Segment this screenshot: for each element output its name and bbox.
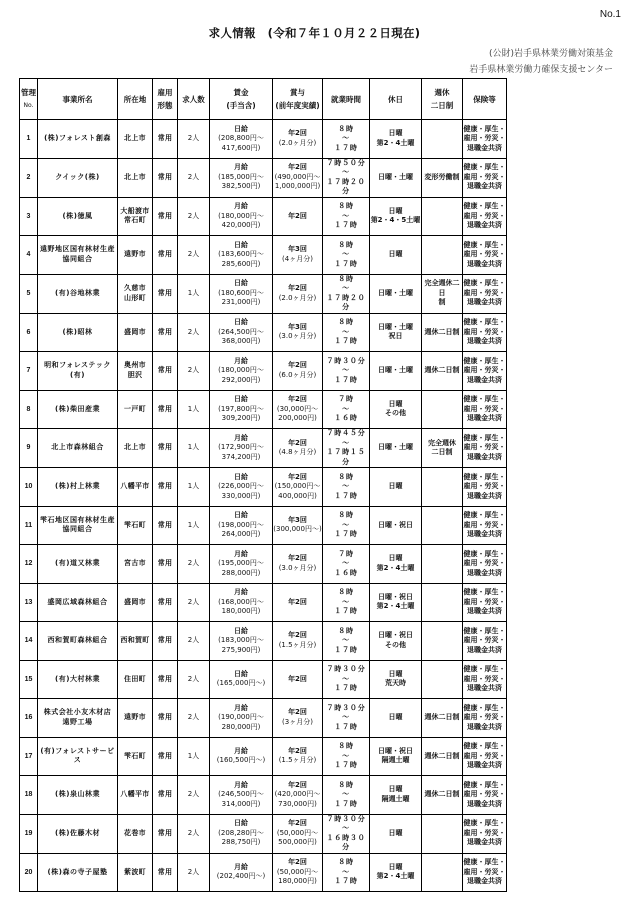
cell-wage: 月給 (190,000円～ 280,000円) xyxy=(210,699,273,738)
cell-bonus: 年2回 xyxy=(273,660,323,699)
cell-location: 一戸町 xyxy=(118,390,153,429)
cell-wage: 日給 (197,800円～ 309,200円) xyxy=(210,390,273,429)
cell-wage: 月給 (172,900円～ 374,200円) xyxy=(210,429,273,468)
cell-bonus: 年2回 (1.5ヶ月分) xyxy=(273,622,323,661)
cell-holidays: 日曜 xyxy=(370,468,422,507)
cell-bonus: 年3回 (4ヶ月分) xyxy=(273,236,323,275)
job-listings-table xyxy=(19,78,507,892)
col-header-holidays: 休日 xyxy=(370,79,422,120)
cell-hours: ７時３０分 ～ １７時 xyxy=(323,660,370,699)
cell-holidays: 日曜 xyxy=(370,814,422,853)
table-row xyxy=(20,699,507,738)
cell-insurance: 健康・厚生・ 雇用・労災・ 退職金共済 xyxy=(463,660,507,699)
cell-name: 明和フォレステック(有) xyxy=(38,352,118,391)
cell-holidays: 日曜 第2・4土曜 xyxy=(370,545,422,584)
cell-hours: ７時３０分 ～ １６時３０分 xyxy=(323,814,370,853)
cell-wage: 日給 (264,500円～ 368,000円) xyxy=(210,313,273,352)
cell-bonus: 年2回 (50,000円～ 500,000円) xyxy=(273,814,323,853)
cell-employment: 常用 xyxy=(153,158,178,197)
cell-count: 2人 xyxy=(178,622,210,661)
col-header-location: 所在地 xyxy=(118,79,153,120)
cell-name: (株)フォレスト創森 xyxy=(38,120,118,159)
table-row xyxy=(20,468,507,507)
cell-hours: ７時４５分 ～ １７時１５分 xyxy=(323,429,370,468)
cell-insurance: 健康・厚生・ 雇用・労災・ 退職金共済 xyxy=(463,737,507,776)
cell-name: 株式会社小友木材店 遠野工場 xyxy=(38,699,118,738)
table-row xyxy=(20,158,507,197)
cell-insurance: 健康・厚生・ 雇用・労災・ 退職金共済 xyxy=(463,853,507,892)
cell-holidays: 日曜 xyxy=(370,699,422,738)
cell-bonus: 年2回 (30,000円～ 200,000円) xyxy=(273,390,323,429)
cell-weekly: 週休二日制 xyxy=(422,699,463,738)
cell-count: 2人 xyxy=(178,699,210,738)
table-row xyxy=(20,622,507,661)
cell-weekly xyxy=(422,468,463,507)
cell-employment: 常用 xyxy=(153,737,178,776)
cell-wage: 月給 (160,500円～) xyxy=(210,737,273,776)
cell-count: 1人 xyxy=(178,429,210,468)
cell-employment: 常用 xyxy=(153,429,178,468)
cell-weekly: 週休二日制 xyxy=(422,352,463,391)
cell-weekly xyxy=(422,660,463,699)
cell-location: 盛岡市 xyxy=(118,313,153,352)
table-row xyxy=(20,545,507,584)
cell-insurance: 健康・厚生・ 雇用・労災・ 退職金共済 xyxy=(463,197,507,236)
col-header-name: 事業所名 xyxy=(38,79,118,120)
cell-wage: 日給 (165,000円～) xyxy=(210,660,273,699)
cell-no: 19 xyxy=(20,814,38,853)
cell-weekly xyxy=(422,814,463,853)
cell-location: 八幡平市 xyxy=(118,776,153,815)
cell-hours: ８時 ～ １７時 xyxy=(323,120,370,159)
cell-location: 大船渡市 常石町 xyxy=(118,197,153,236)
cell-weekly xyxy=(422,197,463,236)
cell-hours: ８時 ～ １７時 xyxy=(323,468,370,507)
cell-holidays: 日曜・土曜 xyxy=(370,429,422,468)
col-header-wage: 賃金 (手当含) xyxy=(210,79,273,120)
cell-employment: 常用 xyxy=(153,197,178,236)
col-header-insurance: 保険等 xyxy=(463,79,507,120)
cell-holidays: 日曜・土曜 祝日 xyxy=(370,313,422,352)
col-header-employment: 雇用 形態 xyxy=(153,79,178,120)
cell-bonus: 年2回 (50,000円～ 180,000円) xyxy=(273,853,323,892)
cell-insurance: 健康・厚生・ 雇用・労災・ 退職金共済 xyxy=(463,236,507,275)
cell-location: 久慈市 山形町 xyxy=(118,274,153,313)
cell-holidays: 日曜 第2・4・5土曜 xyxy=(370,197,422,236)
cell-count: 2人 xyxy=(178,313,210,352)
cell-weekly xyxy=(422,390,463,429)
cell-count: 2人 xyxy=(178,660,210,699)
cell-count: 2人 xyxy=(178,776,210,815)
table-row xyxy=(20,583,507,622)
cell-bonus: 年3回 (3.0ヶ月分) xyxy=(273,313,323,352)
cell-employment: 常用 xyxy=(153,545,178,584)
cell-weekly: 週休二日制 xyxy=(422,737,463,776)
cell-name: (有)大村林業 xyxy=(38,660,118,699)
cell-name: (有)道又林業 xyxy=(38,545,118,584)
cell-employment: 常用 xyxy=(153,583,178,622)
cell-wage: 日給 (180,600円～ 231,000円) xyxy=(210,274,273,313)
cell-hours: ７時 ～ １６時 xyxy=(323,390,370,429)
cell-location: 遠野市 xyxy=(118,236,153,275)
cell-bonus: 年2回 xyxy=(273,583,323,622)
page-number: No.1 xyxy=(599,9,621,20)
cell-weekly: 完全週休 二日制 xyxy=(422,429,463,468)
cell-bonus: 年2回 (4.8ヶ月分) xyxy=(273,429,323,468)
cell-no: 12 xyxy=(20,545,38,584)
cell-hours: ７時３０分 ～ １７時 xyxy=(323,699,370,738)
cell-weekly xyxy=(422,622,463,661)
cell-hours: ８時 ～ １７時 xyxy=(323,853,370,892)
cell-insurance: 健康・厚生・ 雇用・労災・ 退職金共済 xyxy=(463,313,507,352)
cell-holidays: 日曜・土曜 xyxy=(370,352,422,391)
cell-holidays: 日曜 第2・4土曜 xyxy=(370,120,422,159)
cell-count: 1人 xyxy=(178,506,210,545)
cell-no: 17 xyxy=(20,737,38,776)
cell-wage: 月給 (168,000円～ 180,000円) xyxy=(210,583,273,622)
cell-location: 花巻市 xyxy=(118,814,153,853)
cell-name: (株)柴田産業 xyxy=(38,390,118,429)
cell-employment: 常用 xyxy=(153,468,178,507)
cell-holidays: 日曜 第2・4土曜 xyxy=(370,853,422,892)
col-header-count: 求人数 xyxy=(178,79,210,120)
col-header-no: 管理 No. xyxy=(20,79,38,120)
cell-wage: 月給 (195,000円～ 288,000円) xyxy=(210,545,273,584)
cell-wage: 日給 (183,600円～ 285,600円) xyxy=(210,236,273,275)
cell-hours: ８時 ～ １７時 xyxy=(323,737,370,776)
cell-count: 2人 xyxy=(178,158,210,197)
cell-name: 遠野地区国有林材生産 協同組合 xyxy=(38,236,118,275)
cell-bonus: 年2回 (2.0ヶ月分) xyxy=(273,120,323,159)
cell-name: (株)泉山林業 xyxy=(38,776,118,815)
cell-weekly xyxy=(422,853,463,892)
cell-weekly xyxy=(422,583,463,622)
cell-count: 1人 xyxy=(178,468,210,507)
cell-employment: 常用 xyxy=(153,352,178,391)
cell-no: 3 xyxy=(20,197,38,236)
cell-name: (有)谷地林業 xyxy=(38,274,118,313)
cell-location: 奥州市 胆沢 xyxy=(118,352,153,391)
cell-location: 北上市 xyxy=(118,429,153,468)
cell-holidays: 日曜 荒天時 xyxy=(370,660,422,699)
cell-name: (株)昭林 xyxy=(38,313,118,352)
cell-location: 八幡平市 xyxy=(118,468,153,507)
cell-name: (株)徳風 xyxy=(38,197,118,236)
cell-holidays: 日曜 xyxy=(370,236,422,275)
organization-name: (公財)岩手県林業労働対策基金 xyxy=(488,49,613,59)
cell-insurance: 健康・厚生・ 雇用・労災・ 退職金共済 xyxy=(463,429,507,468)
cell-hours: ８時 ～ １７時２０分 xyxy=(323,274,370,313)
cell-no: 10 xyxy=(20,468,38,507)
cell-employment: 常用 xyxy=(153,622,178,661)
cell-wage: 月給 (180,000円～ 420,000円) xyxy=(210,197,273,236)
cell-no: 11 xyxy=(20,506,38,545)
cell-location: 遠野市 xyxy=(118,699,153,738)
cell-count: 2人 xyxy=(178,120,210,159)
cell-weekly: 変形労働制 xyxy=(422,158,463,197)
cell-no: 5 xyxy=(20,274,38,313)
cell-no: 15 xyxy=(20,660,38,699)
cell-no: 18 xyxy=(20,776,38,815)
cell-employment: 常用 xyxy=(153,506,178,545)
cell-insurance: 健康・厚生・ 雇用・労災・ 退職金共済 xyxy=(463,468,507,507)
cell-holidays: 日曜 その他 xyxy=(370,390,422,429)
cell-weekly xyxy=(422,545,463,584)
table-header-row xyxy=(20,79,507,120)
cell-bonus: 年3回 (300,000円～) xyxy=(273,506,323,545)
cell-wage: 日給 (208,800円～ 417,600円) xyxy=(210,120,273,159)
table-row xyxy=(20,236,507,275)
cell-location: 北上市 xyxy=(118,158,153,197)
cell-wage: 月給 (246,500円～ 314,000円) xyxy=(210,776,273,815)
cell-hours: ８時 ～ １７時 xyxy=(323,313,370,352)
cell-wage: 月給 (180,000円～ 292,000円) xyxy=(210,352,273,391)
cell-hours: ８時 ～ １７時 xyxy=(323,583,370,622)
cell-employment: 常用 xyxy=(153,660,178,699)
cell-hours: ７時５０分 ～ １７時２０分 xyxy=(323,158,370,197)
cell-count: 1人 xyxy=(178,737,210,776)
cell-no: 1 xyxy=(20,120,38,159)
cell-location: 住田町 xyxy=(118,660,153,699)
col-header-bonus: 賞与 (前年度実績) xyxy=(273,79,323,120)
table-row xyxy=(20,737,507,776)
cell-name: 雫石地区国有林材生産 協同組合 xyxy=(38,506,118,545)
cell-count: 2人 xyxy=(178,545,210,584)
cell-weekly xyxy=(422,236,463,275)
cell-location: 雫石町 xyxy=(118,737,153,776)
cell-hours: ８時 ～ １７時 xyxy=(323,506,370,545)
cell-no: 4 xyxy=(20,236,38,275)
cell-holidays: 日曜・土曜 xyxy=(370,158,422,197)
cell-name: 盛岡広域森林組合 xyxy=(38,583,118,622)
cell-count: 2人 xyxy=(178,236,210,275)
cell-insurance: 健康・厚生・ 雇用・労災・ 退職金共済 xyxy=(463,583,507,622)
col-header-hours: 就業時間 xyxy=(323,79,370,120)
cell-bonus: 年2回 (420,000円～ 730,000円) xyxy=(273,776,323,815)
cell-holidays: 日曜・祝日 隔週土曜 xyxy=(370,737,422,776)
cell-count: 1人 xyxy=(178,274,210,313)
cell-weekly: 週休二日制 xyxy=(422,313,463,352)
cell-hours: ８時 ～ １７時 xyxy=(323,776,370,815)
cell-count: 2人 xyxy=(178,352,210,391)
cell-wage: 月給 (202,400円～) xyxy=(210,853,273,892)
table-row xyxy=(20,390,507,429)
table-row xyxy=(20,313,507,352)
table-row xyxy=(20,352,507,391)
cell-insurance: 健康・厚生・ 雇用・労災・ 退職金共済 xyxy=(463,158,507,197)
cell-location: 紫波町 xyxy=(118,853,153,892)
cell-no: 8 xyxy=(20,390,38,429)
cell-location: 雫石町 xyxy=(118,506,153,545)
cell-count: 2人 xyxy=(178,814,210,853)
cell-no: 6 xyxy=(20,313,38,352)
cell-wage: 日給 (183,000円～ 275,900円) xyxy=(210,622,273,661)
table-row xyxy=(20,853,507,892)
cell-holidays: 日曜・土曜 xyxy=(370,274,422,313)
cell-wage: 日給 (198,000円～ 264,000円) xyxy=(210,506,273,545)
cell-count: 2人 xyxy=(178,853,210,892)
cell-employment: 常用 xyxy=(153,814,178,853)
cell-name: (有)フォレストサービス xyxy=(38,737,118,776)
cell-wage: 月給 (185,000円～ 382,500円) xyxy=(210,158,273,197)
cell-weekly xyxy=(422,506,463,545)
cell-insurance: 健康・厚生・ 雇用・労災・ 退職金共済 xyxy=(463,776,507,815)
cell-count: 2人 xyxy=(178,197,210,236)
table-row xyxy=(20,814,507,853)
cell-hours: ８時 ～ １７時 xyxy=(323,236,370,275)
cell-employment: 常用 xyxy=(153,274,178,313)
cell-wage: 日給 (208,280円～ 288,750円) xyxy=(210,814,273,853)
cell-insurance: 健康・厚生・ 雇用・労災・ 退職金共済 xyxy=(463,814,507,853)
cell-hours: ８時 ～ １７時 xyxy=(323,622,370,661)
cell-name: クイック(株) xyxy=(38,158,118,197)
col-header-weekly: 週休 二日制 xyxy=(422,79,463,120)
cell-insurance: 健康・厚生・ 雇用・労災・ 退職金共済 xyxy=(463,120,507,159)
cell-insurance: 健康・厚生・ 雇用・労災・ 退職金共済 xyxy=(463,352,507,391)
table-body xyxy=(20,120,507,892)
cell-no: 13 xyxy=(20,583,38,622)
table-row xyxy=(20,120,507,159)
cell-name: 西和賀町森林組合 xyxy=(38,622,118,661)
cell-hours: ８時 ～ １７時 xyxy=(323,197,370,236)
cell-bonus: 年2回 (3ヶ月分) xyxy=(273,699,323,738)
cell-insurance: 健康・厚生・ 雇用・労災・ 退職金共済 xyxy=(463,274,507,313)
cell-no: 14 xyxy=(20,622,38,661)
cell-bonus: 年2回 (490,000円～ 1,000,000円) xyxy=(273,158,323,197)
cell-weekly: 完全週休二日 制 xyxy=(422,274,463,313)
cell-holidays: 日曜 隔週土曜 xyxy=(370,776,422,815)
cell-employment: 常用 xyxy=(153,236,178,275)
cell-count: 2人 xyxy=(178,583,210,622)
cell-employment: 常用 xyxy=(153,120,178,159)
table-row xyxy=(20,660,507,699)
cell-bonus: 年2回 (6.0ヶ月分) xyxy=(273,352,323,391)
table-row xyxy=(20,274,507,313)
cell-location: 西和賀町 xyxy=(118,622,153,661)
table-row xyxy=(20,506,507,545)
cell-employment: 常用 xyxy=(153,776,178,815)
cell-employment: 常用 xyxy=(153,390,178,429)
cell-no: 9 xyxy=(20,429,38,468)
cell-name: (株)佐藤木材 xyxy=(38,814,118,853)
cell-weekly xyxy=(422,120,463,159)
cell-name: (株)村上林業 xyxy=(38,468,118,507)
cell-holidays: 日曜・祝日 xyxy=(370,506,422,545)
organization-center-name: 岩手県林業労働力確保支援センター xyxy=(469,65,613,75)
cell-employment: 常用 xyxy=(153,853,178,892)
table-row xyxy=(20,776,507,815)
cell-bonus: 年2回 (1.5ヶ月分) xyxy=(273,737,323,776)
cell-count: 1人 xyxy=(178,390,210,429)
cell-bonus: 年2回 (2.0ヶ月分) xyxy=(273,274,323,313)
cell-name: (株)森の寺子屋塾 xyxy=(38,853,118,892)
cell-holidays: 日曜・祝日 その他 xyxy=(370,622,422,661)
cell-insurance: 健康・厚生・ 雇用・労災・ 退職金共済 xyxy=(463,390,507,429)
cell-no: 16 xyxy=(20,699,38,738)
cell-location: 北上市 xyxy=(118,120,153,159)
cell-bonus: 年2回 (3.0ヶ月分) xyxy=(273,545,323,584)
cell-location: 宮古市 xyxy=(118,545,153,584)
cell-insurance: 健康・厚生・ 雇用・労災・ 退職金共済 xyxy=(463,622,507,661)
table-row xyxy=(20,429,507,468)
cell-holidays: 日曜・祝日 第2・4土曜 xyxy=(370,583,422,622)
cell-hours: ７時３０分 ～ １７時 xyxy=(323,352,370,391)
cell-insurance: 健康・厚生・ 雇用・労災・ 退職金共済 xyxy=(463,545,507,584)
page-title: 求人情報 (令和７年１０月２２日現在) xyxy=(208,26,421,40)
cell-no: 2 xyxy=(20,158,38,197)
cell-insurance: 健康・厚生・ 雇用・労災・ 退職金共済 xyxy=(463,506,507,545)
cell-wage: 日給 (226,000円～ 330,000円) xyxy=(210,468,273,507)
cell-bonus: 年2回 (150,000円～ 400,000円) xyxy=(273,468,323,507)
table-row xyxy=(20,197,507,236)
cell-no: 20 xyxy=(20,853,38,892)
cell-bonus: 年2回 xyxy=(273,197,323,236)
cell-insurance: 健康・厚生・ 雇用・労災・ 退職金共済 xyxy=(463,699,507,738)
cell-employment: 常用 xyxy=(153,313,178,352)
cell-employment: 常用 xyxy=(153,699,178,738)
cell-no: 7 xyxy=(20,352,38,391)
cell-weekly: 週休二日制 xyxy=(422,776,463,815)
cell-name: 北上市森林組合 xyxy=(38,429,118,468)
cell-location: 盛岡市 xyxy=(118,583,153,622)
cell-hours: ７時 ～ １６時 xyxy=(323,545,370,584)
